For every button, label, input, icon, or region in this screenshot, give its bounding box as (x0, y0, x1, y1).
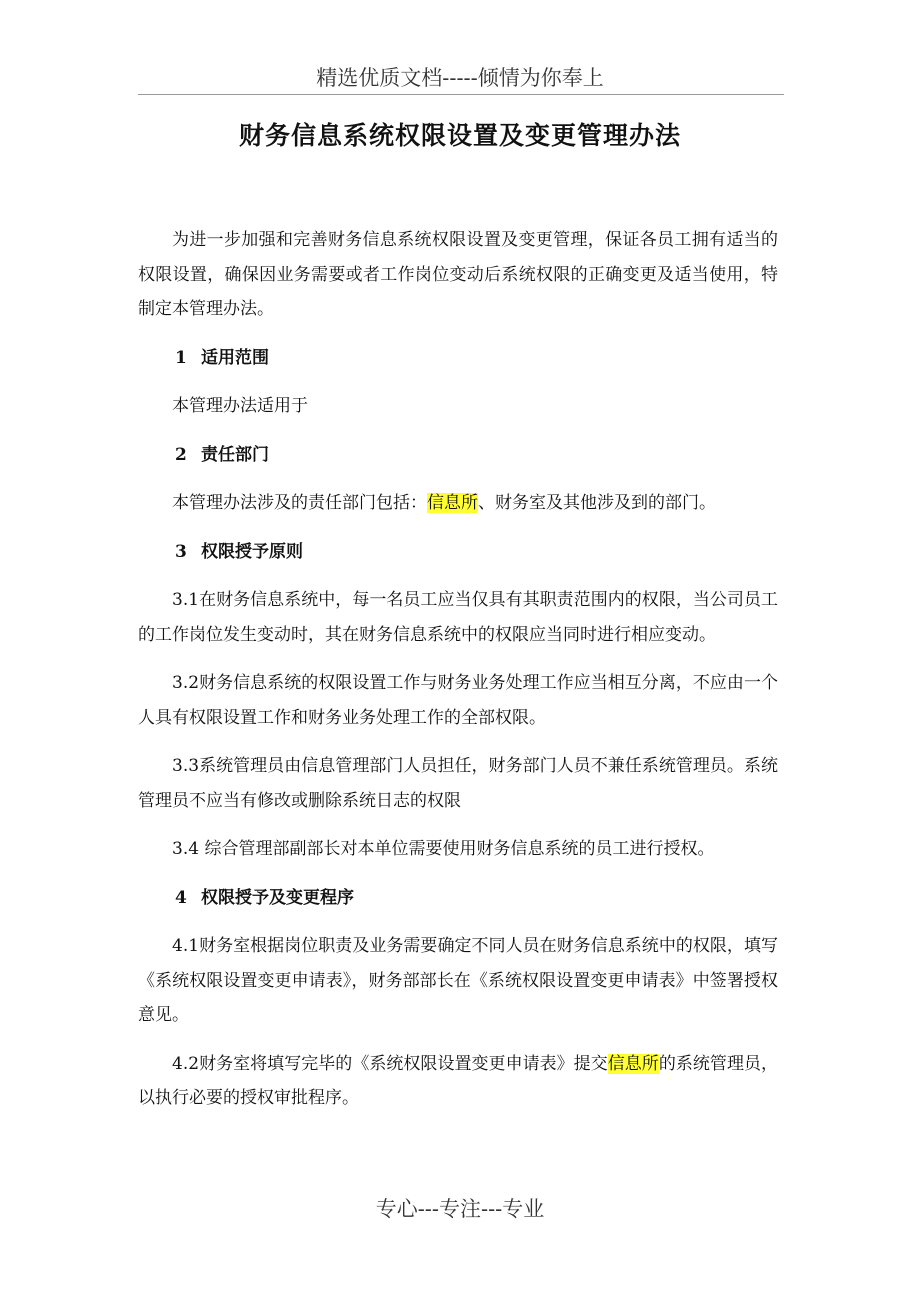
intro-paragraph: 为进一步加强和完善财务信息系统权限设置及变更管理，保证各员工拥有适当的权限设置，确保因业务需要或者工作岗位变动后系统权限的正确变更及适当使用，特制定本管理办法。 (138, 230, 778, 319)
scope-paragraph: 本管理办法适用于 (172, 396, 308, 416)
document-title: 财务信息系统权限设置及变更管理办法 (238, 121, 681, 150)
section-title: 责任部门 (201, 444, 269, 465)
section-heading-3 (138, 535, 778, 570)
responsibility-paragraph (138, 486, 778, 521)
clause-4-1: 4.1财务室根据岗位职责及业务需要确定不同人员在财务信息系统中的权限，填写《系统权限设置变更申请表》，财务部部长在《系统权限设置变更申请表》中签署授权意见。 (138, 936, 778, 1025)
section-number: 3 (175, 541, 187, 562)
clause-3-1: 3.1在财务信息系统中，每一名员工应当仅具有其职责范围内的权限，当公司员工的工作岗位发生变动时，其在财务信息系统中的权限应当同时进行相应变动。 (138, 590, 778, 645)
header-divider (138, 94, 784, 95)
section-title: 权限授予原则 (201, 541, 303, 562)
text-run: 4.2财务室将填写完毕的《系统权限设置变更申请表》提交 (172, 1053, 608, 1074)
text-run: 本管理办法涉及的责任部门包括： (172, 493, 427, 513)
clause-3-2: 3.2财务信息系统的权限设置工作与财务业务处理工作应当相互分离，不应由一个人具有权限设置工作和财务业务处理工作的全部权限。 (138, 673, 778, 728)
clause-4-2 (138, 1047, 778, 1116)
section-heading-4 (138, 881, 778, 916)
section-number: 4 (175, 887, 187, 908)
document-body (138, 223, 778, 1130)
section-heading-2 (138, 438, 778, 473)
clause-3-4: 3.4 综合管理部副部长对本单位需要使用财务信息系统的员工进行授权。 (172, 839, 715, 859)
text-run: 的系统管理员，以执行必要的授权审批程序。 (138, 1053, 779, 1108)
section-number: 2 (175, 444, 187, 465)
text-run: 、财务室及其他涉及到的部门。 (478, 493, 716, 513)
section-title: 权限授予及变更程序 (201, 887, 354, 908)
section-heading-1 (138, 341, 778, 376)
highlighted-text: 信息所 (427, 493, 478, 513)
clause-3-3: 3.3系统管理员由信息管理部门人员担任，财务部门人员不兼任系统管理员。系统管理员不应当有修改或删除系统日志的权限 (138, 756, 778, 811)
section-number: 1 (175, 347, 187, 368)
page-footer: 专心---专注---专业 (375, 1197, 545, 1221)
highlighted-text: 信息所 (607, 1053, 659, 1074)
page-header: 精选优质文档-----倾情为你奉上 (316, 66, 604, 90)
section-title: 适用范围 (201, 347, 269, 368)
